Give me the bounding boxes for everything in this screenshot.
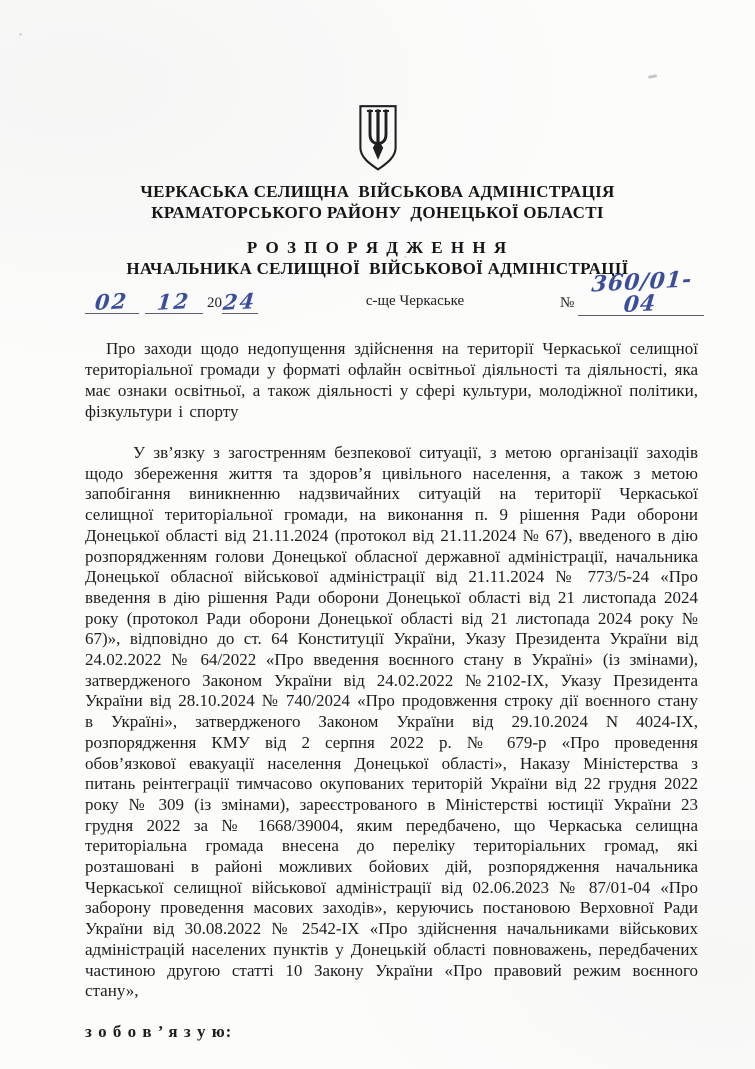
document-number-field [560,266,704,318]
document-number-blank [578,266,704,318]
scan-artifact [648,74,657,79]
number-sign-label: № [560,295,575,311]
organization-name-line2: КРАМАТОРСЬКОГО РАЙОНУ ДОНЕЦЬКОЇ ОБЛАСТІ [151,203,604,222]
preamble-paragraph: У зв’язку з загостренням безпекової ситуації, з метою організації заходів щодо збереження життя та здоров’я цивільного населення, а також з метою запобігання виникненню надзвичайних ситуацій на території Черкаської селищної територіальної громади, на виконання п. 9 рішення Ради оборони Донецької області від 21.11.2024 (протокол від 21.11.2024 № 67), введеного в дію розпорядженням голови Донецької обласної державної адміністрації, начальника Донецької обласної військової адміністрації від 21.11.2024 № 773/5-24 «Про введення в дію рішення Ради оборони Донецької області від 21 листопада 2024 року (протокол Ради оборони Донецької області від 21 листопада 2024 року № 67)», відповідно до ст. 64 Конституції України, Указу Президента України від 24.02.2022 № 64/2022 «Про введення воєнного стану в Україні» (із змінами), затвердженого Законом України від 24.02.2022 №2102-IX, Указу Президента України від 28.10.2024 № 740/2024 «Про продовження строку дії воєнного стану в Україні», затвердженого Законом України від 29.10.2024 N 4024-IX, розпорядження КМУ від 2 серпня 2022 р. № 679-р «Про проведення обов’язкової евакуації населення Донецької області», Наказу Міністерства з питань реінтеграції тимчасово окупованих територій України від 22 грудня 2022 року № 309 (із змінами), зареєстрованого в Міністерстві юстиції України 23 грудня 2022 за № 1668/39004, яким передбачено, що Черкаська селищна територіальна громада внесена до переліку територіальних громад, які розташовані в районі можливих бойових дій, розпорядження начальника Черкаської селищної військової адміністрації від 02.06.2023 № 87/01-04 «Про заборону проведення масових заходів», керуючись постановою Верховної Ради України від 30.08.2022 № 2542-IX «Про здійснення начальниками військових адміністрацій населених пунктів у Донецькій області повноважень, передбачених частиною другою статті 10 Закону України «Про правовий режим воєнного стану», [85,443,698,1001]
document-content [85,338,698,1042]
ukraine-trident-emblem-icon [354,103,402,175]
date-fields [85,288,258,315]
handwritten-month: 12 [156,288,192,315]
scan-artifact [19,33,22,36]
year-century-prefix: 20 [207,295,222,311]
document-issuer-title: НАЧАЛЬНИКА СЕЛИЩНОЇ ВІЙСЬКОВОЇ АДМІНІСТРАЦІЇ [126,259,629,278]
obligation-clause: з о б о в ’ я з у ю: [85,1021,233,1041]
organization-name [0,181,755,223]
date-year-blank [222,288,258,315]
subject-paragraph: Про заходи щодо недопущення здійснення на території Черкаської селищної територіальної громади у форматі офлайн освітньої діяльності та діяльності, яка має ознаки освітньої, а також діяльності у сфері культури, молодіжної політики, фізкультури і спорту [85,339,698,421]
date-month-blank [145,288,203,315]
scan-artifact [404,256,407,258]
document-type-title: Р О З П О Р Я Д Ж Е Н Н Я [246,238,509,257]
date-day-blank [85,288,139,315]
issue-place: с-ще Черкаське [365,293,465,309]
handwritten-year: 24 [222,288,258,315]
organization-name-line1: ЧЕРКАСЬКА СЕЛИЩНА ВІЙСЬКОВА АДМІНІСТРАЦІЯ [140,182,615,201]
handwritten-document-number: 360/01-04 [590,266,694,318]
handwritten-day: 02 [94,288,130,315]
